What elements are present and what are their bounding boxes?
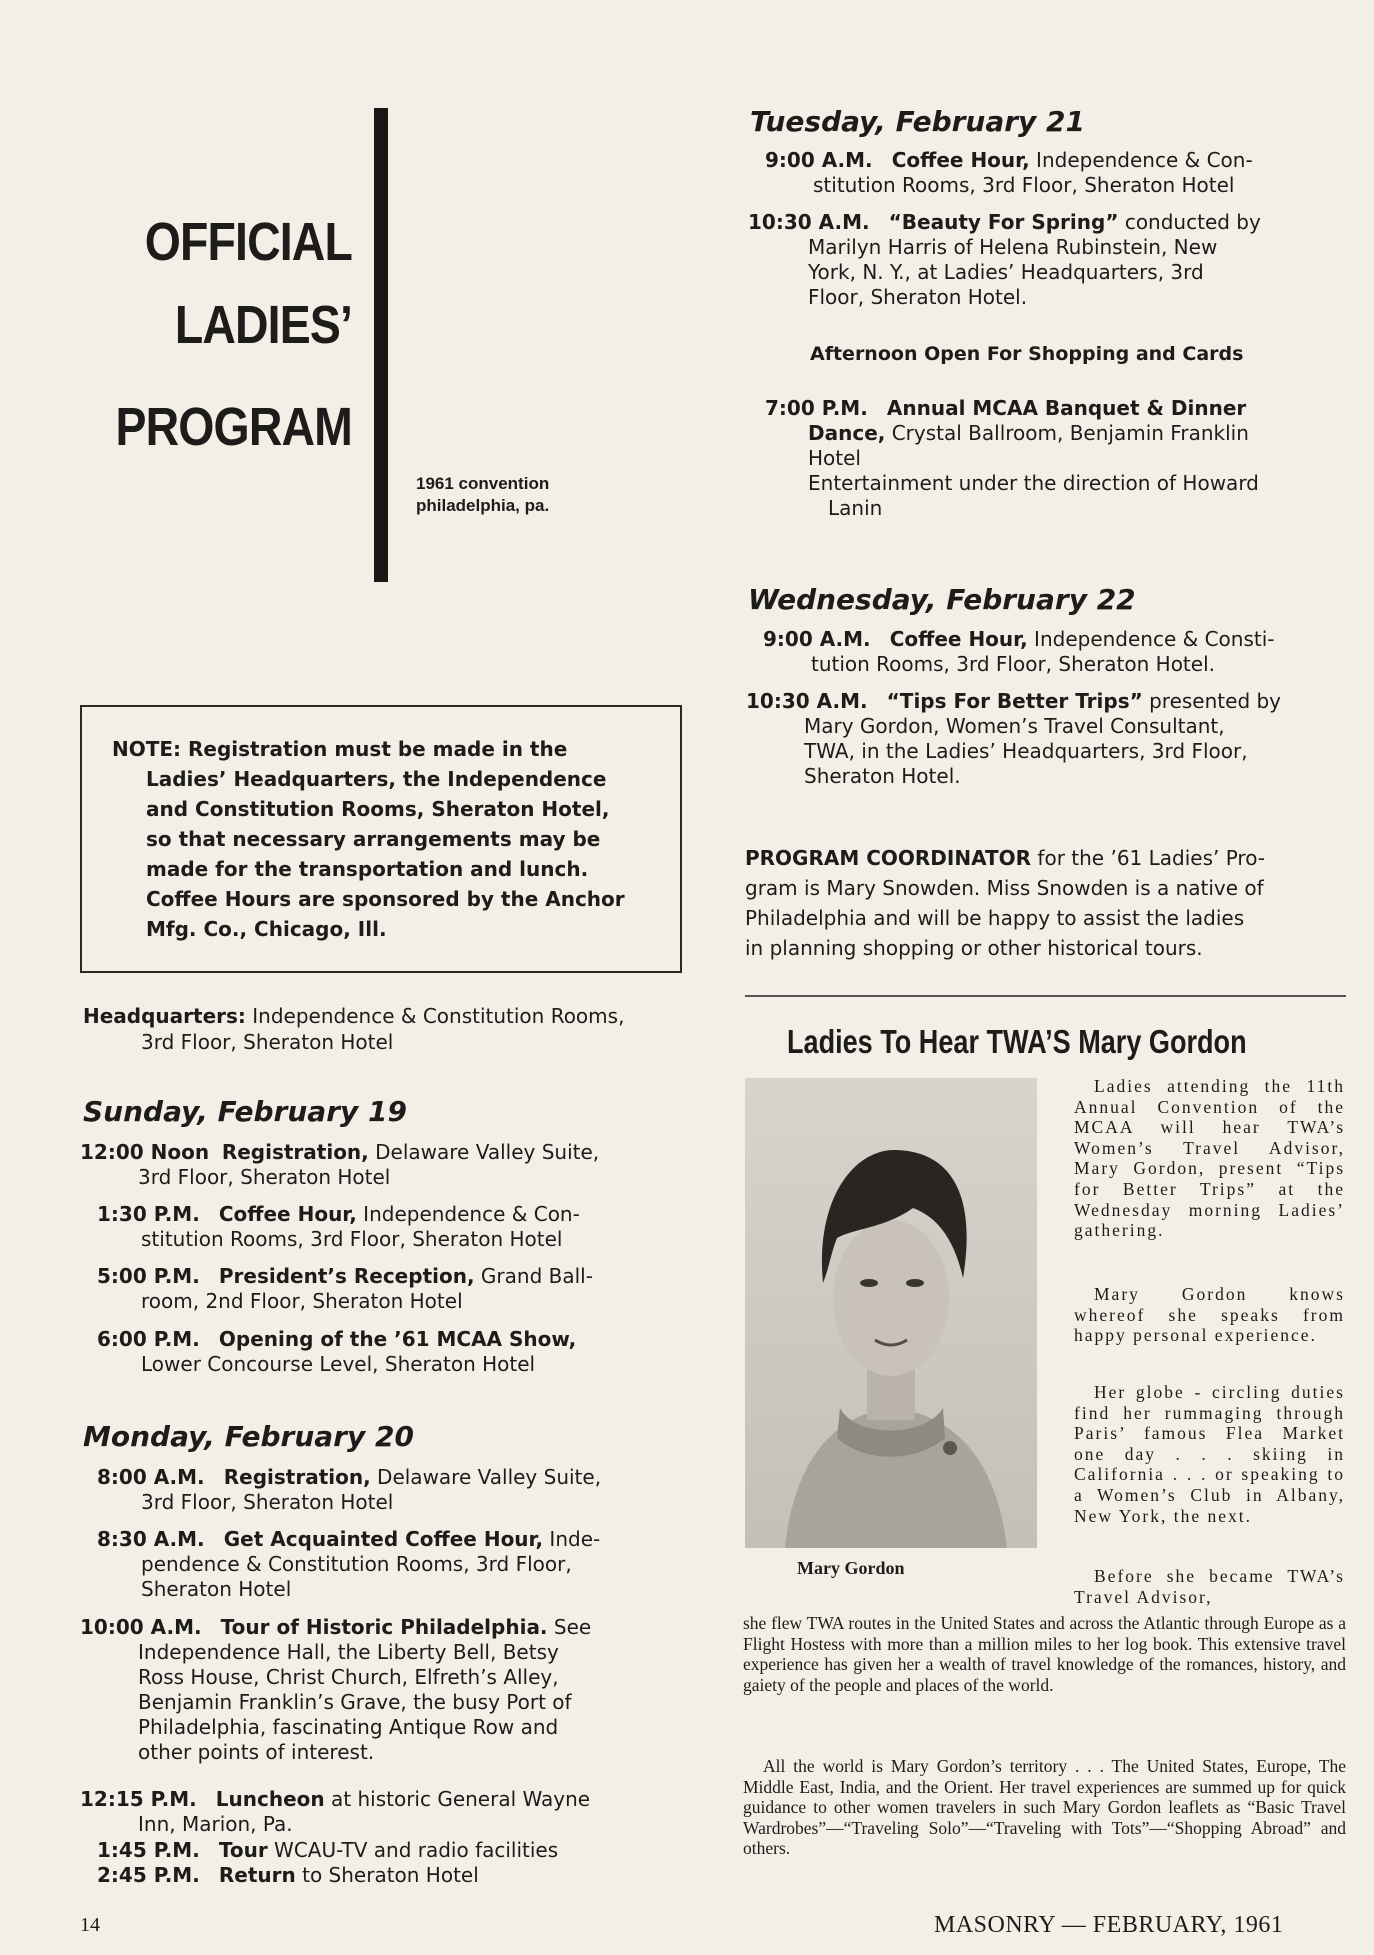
tuesday-event-2: 10:30 A.M. “Beauty For Spring” conducted by Marilyn Harris of Helena Rubinstein, New York, N. Y., at Ladies’ Headquarters, 3rd Floor, Sheraton Hotel.: [748, 210, 1261, 309]
monday-event-6: 2:45 P.M. Return to Sheraton Hotel: [97, 1863, 479, 1887]
sunday-event-4: 6:00 P.M. Opening of the ’61 MCAA Show, Lower Concourse Level, Sheraton Hotel: [97, 1327, 577, 1376]
story-paragraph-2: Mary Gordon knows whereof she speaks from happy personal experience.: [1074, 1284, 1345, 1346]
story-paragraph-3: Her globe - circling duties find her rummaging through Paris’ famous Flea Market one day . . . skiing in California . . . or speaking to a Women’s Club in Albany, New York, the next.: [1074, 1382, 1345, 1526]
wednesday-event-2: 10:30 A.M. “Tips For Better Trips” presented by Mary Gordon, Women’s Travel Consultant, TWA, in the Ladies’ Headquarters, 3rd Floor, Sheraton Hotel.: [746, 689, 1282, 788]
monday-event-5: 1:45 P.M. Tour WCAU-TV and radio facilities: [97, 1838, 559, 1862]
story-paragraph-5: All the world is Mary Gordon’s territory . . . The United States, Europe, The Middle East, India, and the Orient. Her travel experiences are summed up for quick guidance to other women travelers in such Mary Gordon leaflets as “Basic Travel Wardrobes”—“Traveling Solo”—“Traveling with Tots”—“Shopping Abroad” and others.: [743, 1756, 1346, 1859]
story-paragraph-4-continued: she flew TWA routes in the United States and across the Atlantic through Europe as a Flight Hostess with more than a million miles to her log book. This extensive travel experience has given her a wealth of travel knowledge of the romances, history, and gaiety of the people and places of the world.: [743, 1613, 1346, 1695]
story-headline: Ladies To Hear TWA’S Mary Gordon: [787, 1023, 1247, 1060]
tuesday-event-1: 9:00 A.M. Coffee Hour, Independence & Con- stitution Rooms, 3rd Floor, Sheraton Hotel: [765, 148, 1253, 197]
masthead-ladies: LADIES’: [174, 295, 352, 355]
program-coordinator: PROGRAM COORDINATOR for the ’61 Ladies’ Pro- gram is Mary Snowden. Miss Snowden is a native of Philadelphia and will be happy to assist the ladies in planning shopping or other historical tours.: [745, 846, 1266, 960]
page-number: 14: [80, 1914, 100, 1936]
masthead-official: OFFICIAL: [144, 212, 352, 272]
sunday-event-2: 1:30 P.M. Coffee Hour, Independence & Con- stitution Rooms, 3rd Floor, Sheraton Hotel: [97, 1202, 580, 1251]
tuesday-heading: Tuesday, February 21: [750, 105, 1086, 138]
headquarters-info: Headquarters: Independence & Constitution Rooms, 3rd Floor, Sheraton Hotel: [83, 1004, 625, 1054]
tuesday-event-3: 7:00 P.M. Annual MCAA Banquet & Dinner Dance, Crystal Ballroom, Benjamin Franklin Hotel Entertainment under the direction of Howard Lanin: [765, 396, 1259, 520]
tuesday-afternoon-note: Afternoon Open For Shopping and Cards: [810, 343, 1244, 365]
monday-event-4: 12:15 P.M. Luncheon at historic General Wayne Inn, Marion, Pa.: [80, 1787, 591, 1836]
masthead-divider: [374, 108, 388, 582]
monday-event-3: 10:00 A.M. Tour of Historic Philadelphia. See Independence Hall, the Liberty Bell, Betsy Ross House, Christ Church, Elfreth’s Alley, Benjamin Franklin’s Grave, the busy Port of Philadelphia, fascinating Antique Row and other points of interest.: [80, 1615, 592, 1764]
publication-footer: MASONRY — FEBRUARY, 1961: [934, 1912, 1284, 1938]
mary-gordon-photo: [745, 1078, 1037, 1548]
photo-caption: Mary Gordon: [797, 1558, 905, 1578]
sunday-event-3: 5:00 P.M. President’s Reception, Grand Ball- room, 2nd Floor, Sheraton Hotel: [97, 1264, 593, 1313]
section-divider: [745, 995, 1346, 997]
story-paragraph-1: Ladies attending the 11th Annual Convention of the MCAA will hear TWA’s Women’s Travel Advisor, Mary Gordon, present “Tips for Better Trips” at the Wednesday morning Ladies’ gathering.: [1074, 1076, 1345, 1241]
note-text: NOTE: Registration must be made in the Ladies’ Headquarters, the Independence and Constitution Rooms, Sheraton Hotel, so that necessary arrangements may be made for the transportation and lunch. Coffee Hours are sponsored by the Anchor Mfg. Co., Chicago, Ill.: [112, 737, 625, 941]
sunday-event-1: 12:00 Noon Registration, Delaware Valley Suite, 3rd Floor, Sheraton Hotel: [80, 1140, 600, 1189]
monday-heading: Monday, February 20: [83, 1420, 414, 1453]
wednesday-heading: Wednesday, February 22: [748, 583, 1136, 616]
convention-label: 1961 convention philadelphia, pa.: [416, 474, 550, 515]
sunday-heading: Sunday, February 19: [83, 1095, 407, 1128]
masthead-program: PROGRAM: [115, 397, 352, 457]
wednesday-event-1: 9:00 A.M. Coffee Hour, Independence & Consti- tution Rooms, 3rd Floor, Sheraton Hotel.: [763, 627, 1275, 676]
story-paragraph-4-start: Before she became TWA’s Travel Advisor,: [1074, 1566, 1345, 1607]
monday-event-2: 8:30 A.M. Get Acquainted Coffee Hour, Inde- pendence & Constitution Rooms, 3rd Floor, Sheraton Hotel: [97, 1527, 601, 1601]
monday-event-1: 8:00 A.M. Registration, Delaware Valley Suite, 3rd Floor, Sheraton Hotel: [97, 1465, 602, 1514]
